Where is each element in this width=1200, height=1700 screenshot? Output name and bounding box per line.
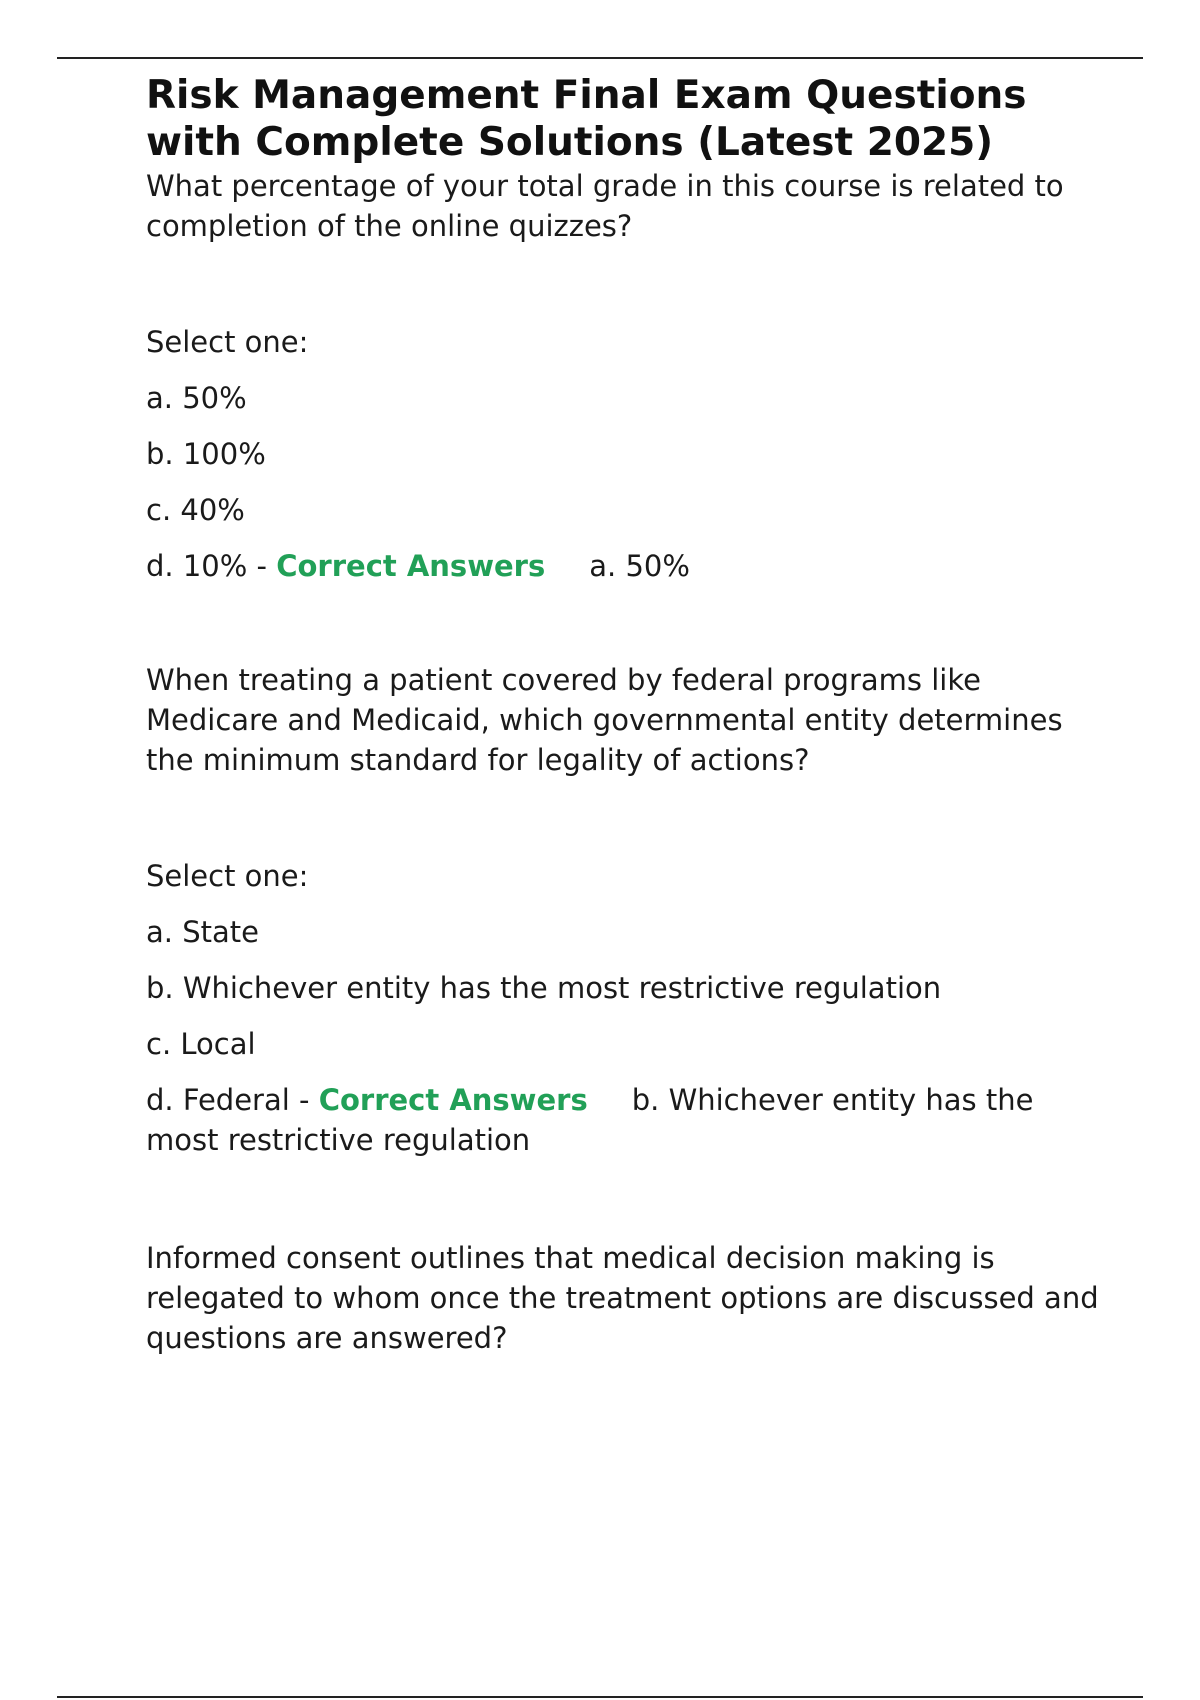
correct-answers-label: Correct Answers: [276, 549, 546, 583]
top-rule: [57, 57, 1143, 59]
correct-answer-value: b. Whichever entity has the most restrictive regulation: [146, 1083, 1034, 1157]
document-body: [146, 72, 1106, 1358]
correct-answers-label: Correct Answers: [318, 1083, 588, 1117]
document-title: Risk Management Final Exam Questions with Complete Solutions (Latest 2025): [146, 73, 1027, 165]
correct-answer-value: a. 50%: [589, 549, 690, 583]
option-a: a. State: [146, 915, 259, 949]
option-b: b. 100%: [146, 437, 266, 471]
question-text: Informed consent outlines that medical decision making is relegated to whom once the treatment options are discussed and questions are answered?: [146, 1241, 1099, 1355]
option-a: a. 50%: [146, 381, 247, 415]
option-c: c. Local: [146, 1027, 256, 1061]
option-b: b. Whichever entity has the most restrictive regulation: [146, 971, 942, 1005]
option-d: d. Federal: [146, 1083, 290, 1117]
question-block-1: [146, 166, 1106, 586]
question-block-2: [146, 660, 1106, 1160]
select-one-label: Select one:: [146, 325, 309, 359]
option-d-with-answer: d. Federal - Correct Answers b. Whichever entity has the most restrictive regulation: [146, 1083, 1034, 1157]
option-d: d. 10%: [146, 549, 248, 583]
question-block-3: [146, 1238, 1106, 1358]
question-text: When treating a patient covered by federal programs like Medicare and Medicaid, which governmental entity determines the minimum standard for legality of actions?: [146, 663, 1063, 777]
option-d-with-answer: d. 10% - Correct Answers a. 50%: [146, 549, 690, 583]
select-one-label: Select one:: [146, 859, 309, 893]
bottom-rule: [57, 1696, 1143, 1698]
option-c: c. 40%: [146, 493, 245, 527]
question-text: What percentage of your total grade in this course is related to completion of the online quizzes?: [146, 169, 1064, 243]
